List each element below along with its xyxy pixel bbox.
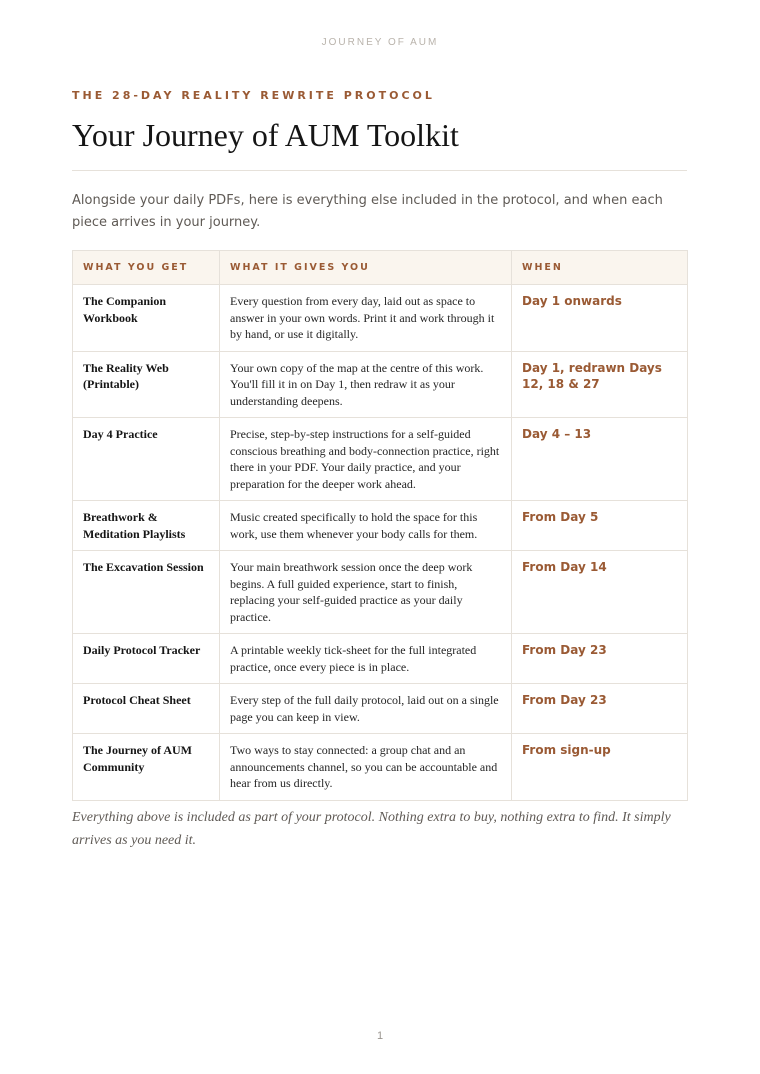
item-when: From Day 23 [512, 634, 688, 684]
page-number: 1 [376, 1030, 384, 1042]
item-description: Precise, step-by-step instructions for a self-guided conscious breathing and body-connection practice, right there in your PDF. Your daily practice, and your preparation for the deeper work ahead. [220, 418, 512, 501]
item-when: From Day 14 [512, 551, 688, 634]
item-description: Music created specifically to hold the space for this work, use them whenever your body calls for them. [220, 501, 512, 551]
column-header-what-it-gives-you: WHAT IT GIVES YOU [220, 251, 512, 285]
item-description: Every question from every day, laid out as space to answer in your own words. Print it and work through it by hand, or use it digitally. [220, 285, 512, 352]
item-when: Day 1, redrawn Days 12, 18 & 27 [512, 351, 688, 418]
table-row [73, 501, 688, 551]
page-title: Your Journey of AUM Toolkit [72, 117, 459, 153]
table-row [73, 684, 688, 734]
intro-paragraph: Alongside your daily PDFs, here is everything else included in the protocol, and when each piece arrives in your journey. [72, 193, 663, 230]
item-name: The Companion Workbook [73, 285, 220, 352]
item-name: The Journey of AUM Community [73, 734, 220, 801]
table-row [73, 418, 688, 501]
item-when: Day 1 onwards [512, 285, 688, 352]
item-description: Your main breathwork session once the deep work begins. A full guided experience, start to finish, replacing your self-guided practice as your daily practice. [220, 551, 512, 634]
item-when: Day 4 – 13 [512, 418, 688, 501]
table-row [73, 734, 688, 801]
item-when: From Day 23 [512, 684, 688, 734]
item-name: Protocol Cheat Sheet [73, 684, 220, 734]
item-name: Day 4 Practice [73, 418, 220, 501]
item-name: Daily Protocol Tracker [73, 634, 220, 684]
item-description: Every step of the full daily protocol, laid out on a single page you can keep in view. [220, 684, 512, 734]
item-name: Breathwork & Meditation Playlists [73, 501, 220, 551]
table-header-row [73, 251, 688, 285]
title-divider [72, 170, 687, 171]
toolkit-table [72, 250, 688, 801]
item-when: From Day 5 [512, 501, 688, 551]
item-description: A printable weekly tick-sheet for the full integrated practice, once every piece is in place. [220, 634, 512, 684]
table-row [73, 351, 688, 418]
column-header-when: WHEN [512, 251, 688, 285]
table-row [73, 634, 688, 684]
item-name: The Reality Web (Printable) [73, 351, 220, 418]
table-row [73, 285, 688, 352]
eyebrow-heading: THE 28-DAY REALITY REWRITE PROTOCOL [72, 89, 435, 102]
column-header-what-you-get: WHAT YOU GET [73, 251, 220, 285]
table-row [73, 551, 688, 634]
closing-note: Everything above is included as part of your protocol. Nothing extra to buy, nothing extra to find. It simply arrives as you need it. [72, 810, 671, 848]
header-brand: JOURNEY OF AUM [321, 37, 439, 48]
item-description: Two ways to stay connected: a group chat and an announcements channel, so you can be accountable and hear from us directly. [220, 734, 512, 801]
item-name: The Excavation Session [73, 551, 220, 634]
item-when: From sign-up [512, 734, 688, 801]
item-description: Your own copy of the map at the centre of this work. You'll fill it in on Day 1, then redraw it as your understanding deepens. [220, 351, 512, 418]
